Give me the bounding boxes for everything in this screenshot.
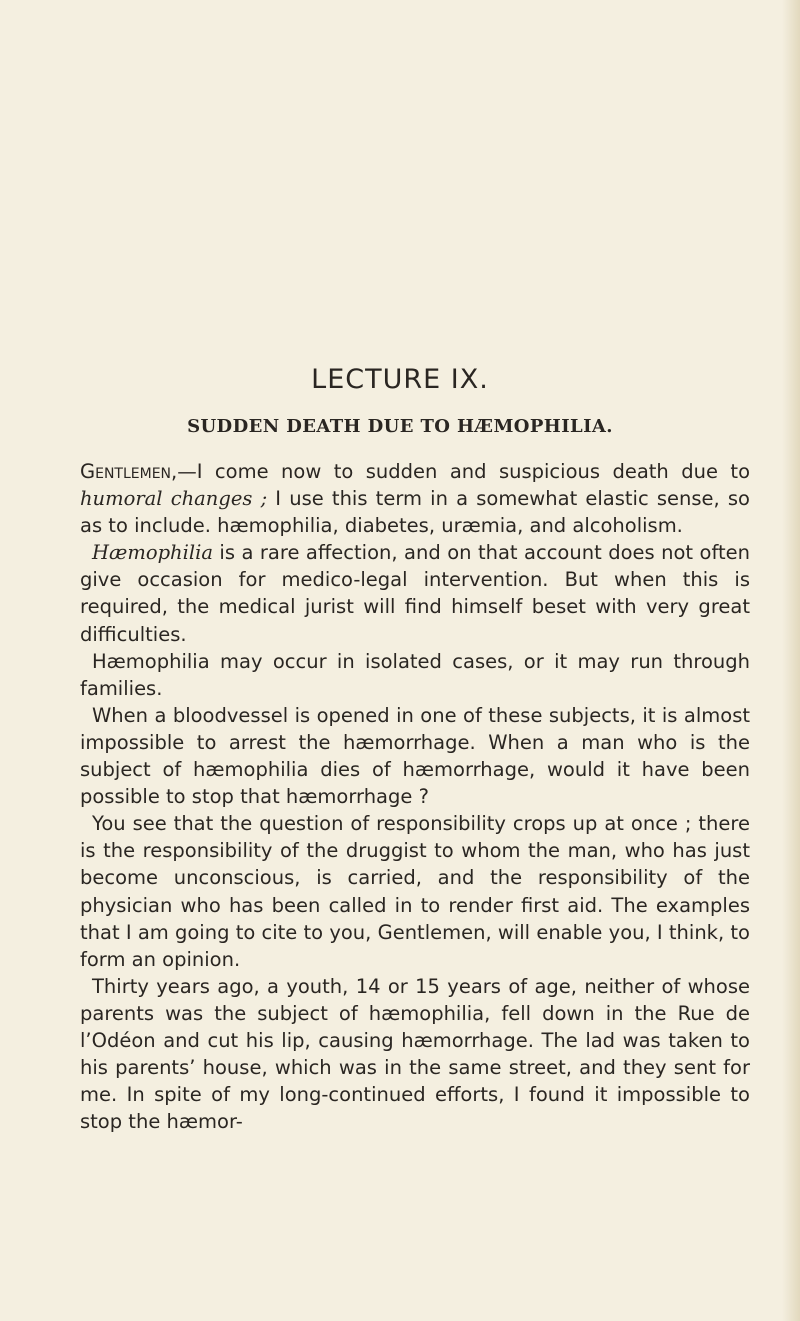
paragraph-1-italic: humoral changes ; (80, 487, 268, 511)
lecture-title: LECTURE IX. (311, 364, 489, 395)
paragraph-5: You see that the question of responsibility crops up at once ; there is the responsibility of the druggist to whom the man, who has just become unconscious, is carried, and the responsibility of the physician who has been called in to render first aid. The examples that I am going to cite to you, Gentlemen, will enable you, I think, to form an opinion. (80, 812, 750, 971)
paragraph-2 (80, 539, 750, 647)
paragraph-1 (80, 458, 750, 539)
paragraph-1-text-b: I use this term in a somewhat elastic sense, so as to include. hæmophilia, diabetes, uræmia, and alcoholism. (80, 487, 750, 538)
body-text (80, 458, 750, 1135)
paragraph-2-italic: Hæmophilia (92, 541, 213, 565)
paragraph-6: Thirty years ago, a youth, 14 or 15 years of age, neither of whose parents was the subject of hæmophilia, fell down in the Rue de l’Odéon and cut his lip, causing hæmorrhage. The lad was taken to his parents’ house, which was in the same street, and they sent for me. In spite of my long-continued efforts, I found it impossible to stop the hæmor- (80, 974, 750, 1134)
paragraph-2-text: is a rare affection, and on that account does not often give occasion for medico-legal intervention. But when this is required, the medical jurist will find himself beset with very great difficulties. (80, 541, 750, 646)
page-edge-shadow (782, 0, 800, 1321)
paragraph-3: Hæmophilia may occur in isolated cases, or it may run through families. (80, 649, 750, 700)
paragraph-1-text-a: —I come now to sudden and suspicious death due to (177, 460, 750, 483)
section-title: SUDDEN DEATH DUE TO HÆMOPHILIA. (187, 416, 613, 437)
salutation: Gentlemen, (80, 460, 178, 483)
paragraph-4: When a bloodvessel is opened in one of these subjects, it is almost impossible to arrest the hæmorrhage. When a man who is the subject of hæmophilia dies of hæmorrhage, would it have been possible to stop that hæmorrhage ? (80, 703, 750, 809)
